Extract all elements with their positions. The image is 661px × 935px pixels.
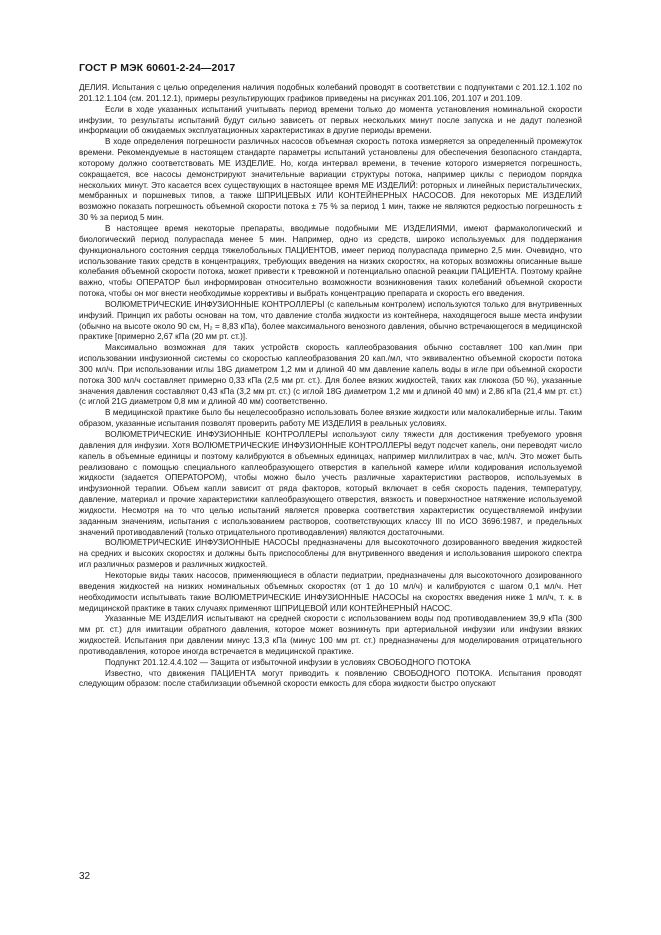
paragraph-5: ВОЛЮМЕТРИЧЕСКИЕ ИНФУЗИОННЫЕ КОНТРОЛЛЕРЫ (с капельным контролем) используются только для внутривенных инфузий. Принцип их работы основан на том, что давление столба жидкости из контейнера, находящегося выше места инфузии (обычно на высоте около 90 см, H₂ = 8,83 кПа), более максимального венозного давления, обычно встречающегося в медицинской практике [примерно 2,67 кПа (20 мм рт. ст.)]. <box>79 299 582 342</box>
paragraph-9: ВОЛЮМЕТРИЧЕСКИЕ ИНФУЗИОННЫЕ НАСОСЫ предназначены для высокоточного дозированного введения жидкостей на средних и высоких скоростях и должны быть приспособлены для внутривенного введения и использования широкого спектра игл различных размеров и различных жидкостей. <box>79 538 582 570</box>
paragraph-3: В ходе определения погрешности различных насосов объемная скорость потока измеряется за определенный промежуток времени. Рекомендуемые в настоящем стандарте параметры испытаний установлены для обеспечения безопасного стандарта, которому должно соответствовать МЕ ИЗДЕЛИЕ. Но, когда интервал времени, в течение которого измеряется погрешность, сокращается, все насосы демонстрируют значительные вариации структуры потока, например циклы с периодом порядка нескольких минут. Это касается всех существующих в настоящее время МЕ ИЗДЕЛИЙ: роторных и линейных перистальтических, мембранных и поршневых типов, а также ШПРИЦЕВЫХ ИЛИ КОНТЕЙНЕРНЫХ НАСОСОВ. Для некоторых МЕ ИЗДЕЛИЙ возможно показать погрешность объемной скорости потока ± 75 % за период 1 мин, также не являются редкостью погрешность ± 30 % за период 5 мин. <box>79 137 582 223</box>
page-header-title: ГОСТ Р МЭК 60601-2-24—2017 <box>79 62 236 74</box>
paragraph-7: В медицинской практике было бы нецелесообразно использовать более вязкие жидкости или малокалиберные иглы. Таким образом, указанные испытания позволят проверить работу МЕ ИЗДЕЛИЯ в реальных условиях. <box>79 408 582 429</box>
paragraph-6: Максимально возможная для таких устройств скорость каплеобразования обычно составляет 100 кап./мин при использовании инфузионной системы со скоростью каплеобразования 20 кап./мл, что эквивалентно объемной скорости потока 300 мл/ч. При использовании иглы 18G диаметром 1,2 мм и длиной 40 мм давление капель воды в игле при объемной скорости потока 300 мл/ч составляет примерно 0,33 кПа (2,5 мм рт. ст.). Для более вязких жидкостей, таких как глюкоза (50 %), указанные значения давления составляют 0,43 кПа (3,2 мм рт. ст.) (с иглой 18G диаметром 1,2 мм и длиной 40 мм) и 2,86 кПа (21,4 мм рт. ст.) (с иглой 21G диаметром 0,8 мм и длиной 40 мм) соответственно. <box>79 343 582 407</box>
paragraph-4: В настоящее время некоторые препараты, вводимые подобными МЕ ИЗДЕЛИЯМИ, имеют фармакологический и биологический период полураспада менее 5 мин. Например, одно из средств, широко используемых для поддержания функционального состояния сердца тяжелобольных ПАЦИЕНТОВ, имеет период полураспада примерно 2,5 мин. Очевидно, что использование таких средств в концентрациях, требующих введения на низких скоростях, на которых возможны описанные выше колебания объемной скорости потока, может привести к тревожной и потенциально опасной реакции ПАЦИЕНТА. Поэтому крайне важно, чтобы ОПЕРАТОР был информирован относительно возможности возникновения таких колебаний объемной скорости потока, чтобы он мог внести необходимые коррективы и выбрать концентрацию препарата и скорость его введения. <box>79 223 582 299</box>
paragraph-1: ДЕЛИЯ. Испытания с целью определения наличия подобных колебаний проводят в соответствии с подпунктами с 201.12.1.102 по 201.12.1.104 (см. 201.12.1), примеры результирующих графиков приведены на рисунках 201.106, 201.107 и 201.109. <box>79 83 582 103</box>
paragraph-11: Указанные МЕ ИЗДЕЛИЯ испытывают на средней скорости с использованием воды под противодавлением 39,9 кПа (300 мм рт. ст.) для имитации обратного давления, которое может возникнуть при артериальной инфузии или инфузии вязких жидкостей. Испытания при давлении минус 13,3 кПа (минус 100 мм рт. ст.) предназначены для моделирования отрицательного противодавления, которое иногда встречается в медицинской практике. <box>79 614 582 656</box>
subclause-heading: Подпункт 201.12.4.4.102 — Защита от избыточной инфузии в условиях СВОБОДНОГО ПОТОКА <box>105 657 471 667</box>
paragraph-13: Известно, что движения ПАЦИЕНТА могут приводить к появлению СВОБОДНОГО ПОТОКА. Испытания проводят следующим образом: после стабилизации объемной скорости емкость для сбора жидкости быстро опускают <box>79 668 582 689</box>
paragraph-10: Некоторые виды таких насосов, применяющиеся в области педиатрии, предназначены для высокоточного дозированного введения жидкостей на низких номинальных объемных скоростях (от 1 до 10 мл/ч) и калибруются с шагом 0,1 мл/ч. Нет необходимости испытывать такие ВОЛЮМЕТРИЧЕСКИЕ ИНФУЗИОННЫЕ НАСОСЫ на скоростях введения ниже 1 мл/ч, т. к. в медицинской практике в таких случаях применяют ШПРИЦЕВОЙ ИЛИ КОНТЕЙНЕРНЫЙ НАСОС. <box>79 570 582 613</box>
paragraph-8: ВОЛЮМЕТРИЧЕСКИЕ ИНФУЗИОННЫЕ КОНТРОЛЛЕРЫ используют силу тяжести для достижения требуемого уровня давления для инфузии. Хотя ВОЛЮМЕТРИЧЕСКИЕ ИНФУЗИОННЫЕ КОНТРОЛЛЕРЫ ведут подсчет капель, они переводят число капель в объемные единицы и поэтому калибруются в объемных единицах, например миллилитрах в час, мл/ч. Это может быть реализовано с помощью специального каплеобразующего отверстия в капельной камере и/или кодирования используемой жидкости (задается ОПЕРАТОРОМ), чтобы можно было учесть различные характеристики растворов, используемых в инфузионной терапии. Объем капли зависит от ряда факторов, который включает в себя скорость падения, температуру, давление, материал и прочие характеристики каплеобразующего отверстия, вязкость и поверхностное натяжение используемой жидкости. Несмотря на то что целью испытаний является проверка соответствия характеристик осуществляемой инфузии заданным значениям, испытания с использованием растворов, соответствующих классу III по ИСО 3696:1987, и предельных значений противодавлений (только отрицательного противодавления) являются достаточными. <box>79 430 582 537</box>
paragraph-2: Если в ходе указанных испытаний учитывать период времени только до момента установления номинальной скорости инфузии, то результаты испытаний будут сильно зависеть от первых нескольких минут после запуска и не дадут полезной информации об ожидаемых эксплуатационных характеристиках в другие периоды времени. <box>79 104 582 136</box>
document-body <box>79 83 582 690</box>
page-number: 32 <box>79 871 91 882</box>
